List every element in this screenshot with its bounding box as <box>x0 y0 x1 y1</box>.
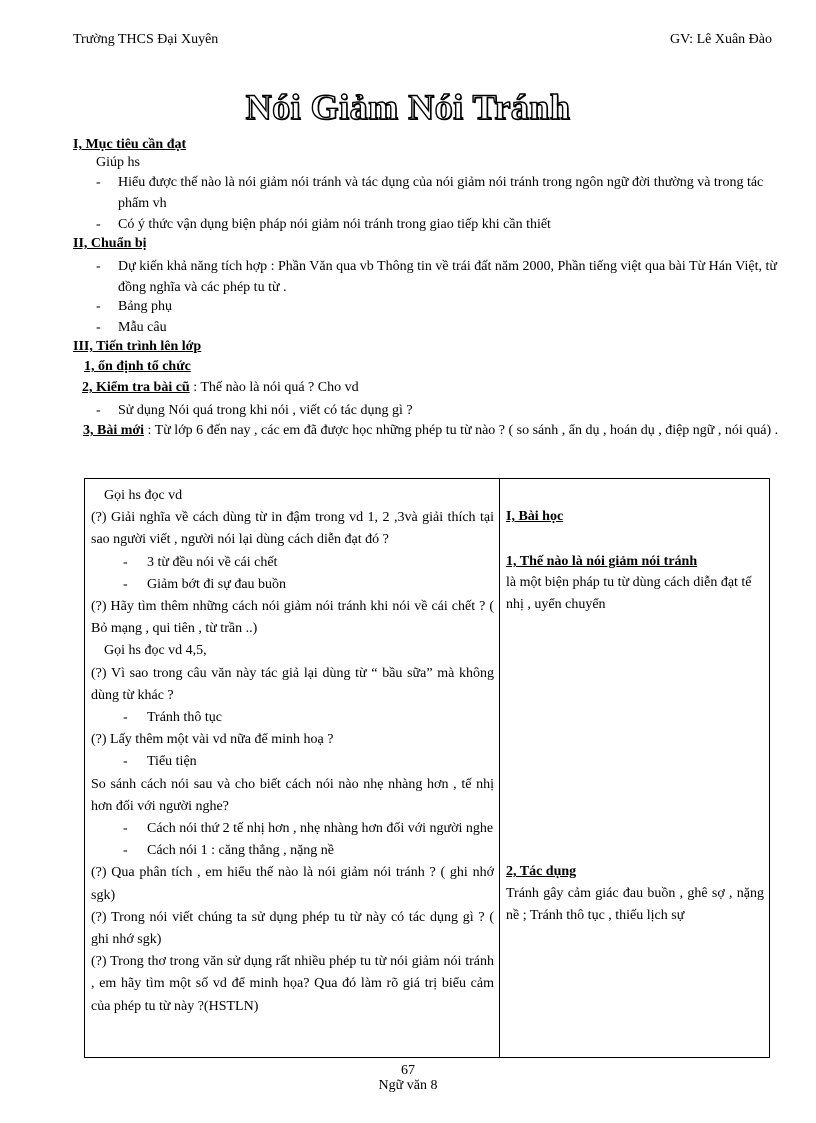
dash-bullet: - <box>123 710 128 726</box>
activity-line <box>91 640 494 662</box>
activity-line <box>91 574 494 596</box>
effect-heading-text: 2, Tác dụng <box>506 864 577 879</box>
activity-text: (?) Trong nói viết chúng ta sử dụng phép tu từ này có tác dụng gì ? ( ghi nhớ sgk) <box>91 909 494 948</box>
step-2 <box>82 378 359 398</box>
dash-bullet: - <box>123 754 128 770</box>
activities-column <box>91 485 494 1018</box>
activity-text: Gọi hs đọc vd 4,5, <box>104 643 207 659</box>
definition-text: là một biện pháp tu từ dùng cách diễn đạt tế nhị , uyển chuyển <box>506 575 752 612</box>
activity-text: Cách nói 1 : căng thẳng , nặng nề <box>147 843 335 859</box>
step-3 <box>73 420 783 441</box>
section-1-bullet: - Có ý thức vận dụng biện pháp nói giảm nói tránh trong giao tiếp khi cần thiết <box>96 214 786 235</box>
activity-text: So sánh cách nói sau và cho biết cách nói nào nhẹ nhàng hơn , tế nhị hơn đối với người nghe? <box>91 776 494 814</box>
bullet-text: Hiểu được thế nào là nói giảm nói tránh và tác dụng của nói giảm nói tránh trong ngôn ngữ đời thường và trong tác phẩm vh <box>118 175 764 211</box>
lesson-table <box>84 478 770 1058</box>
section-1-heading: I, Mục tiêu cần đạt <box>73 137 187 152</box>
activity-text: (?) Trong thơ trong văn sử dụng rất nhiều phép tu từ nói giảm nói tránh , em hãy tìm một số vd để minh họa? Qua đó làm rõ giá trị biểu cảm của phép tu từ này ?(HSTLN) <box>91 954 494 1014</box>
activity-text: Gọi hs đọc vd <box>104 488 183 503</box>
activity-text: 3 từ đều nói về cái chết <box>147 554 278 570</box>
bullet-text: Có ý thức vận dụng biện pháp nói giảm nói tránh trong giao tiếp khi cần thiết <box>118 217 551 232</box>
step-3-text: : Từ lớp 6 đến nay , các em đã được học những phép tu từ nào ? ( so sánh , ẩn dụ , hoán dụ , điệp ngữ , nói quá) . <box>144 423 779 438</box>
section-2-bullet: - Mẫu câu <box>96 317 786 338</box>
section-2-bullet: - Bảng phụ <box>96 296 786 317</box>
bullet-text: Sử dụng Nói quá trong khi nói , viết có tác dụng gì ? <box>118 403 413 418</box>
effect-text: Tránh gây cảm giác đau buồn , ghê sợ , nặng nề ; Tránh thô tục , thiếu lịch sự <box>506 886 764 923</box>
activity-text: (?) Lấy thêm một vài vd nữa để minh hoạ ? <box>91 732 334 748</box>
activity-line <box>91 840 494 862</box>
table-column-divider <box>499 479 500 1057</box>
section-2-bullet: - Dự kiến khả năng tích hợp : Phần Văn qua vb Thông tin về trái đất năm 2000, Phần tiếng việt qua bài Từ Hán Việt, từ đồng nghĩa và các phép tu từ . <box>96 256 786 298</box>
step-1-label: 1, ổn định tổ chức <box>84 359 191 374</box>
definition-heading-text: 1, Thế nào là nói giảm nói tránh <box>506 554 698 569</box>
activity-line <box>91 751 494 773</box>
section-1-intro: Giúp hs <box>96 155 140 170</box>
effect-heading <box>506 861 764 883</box>
activity-text: (?) Giải nghĩa về cách dùng từ in đậm trong vd 1, 2 ,3và giải thích tại sao người viết , người nói lại dùng cách diễn đạt đó ? <box>91 510 494 548</box>
step-2-text: : Thế nào là nói quá ? Cho vd <box>189 380 359 395</box>
activity-text: Tiểu tiện <box>147 754 197 770</box>
bullet-text: Bảng phụ <box>118 299 173 314</box>
bullet-text: Mẫu câu <box>118 320 167 335</box>
activity-line <box>91 663 494 707</box>
step-1 <box>84 357 191 377</box>
section-2-heading: II, Chuẩn bị <box>73 236 147 251</box>
activity-text: (?) Qua phân tích , em hiểu thế nào là nói giảm nói tránh ? ( ghi nhớ sgk) <box>91 865 494 903</box>
dash-bullet: - <box>123 554 128 570</box>
school-name: Trường THCS Đại Xuyên <box>73 32 219 47</box>
activity-line <box>91 707 494 729</box>
activity-line <box>91 485 494 507</box>
activity-text: Giảm bớt đi sự đau buồn <box>147 576 287 592</box>
activity-line <box>91 907 494 951</box>
page-title: Nói Giảm Nói Tránh <box>245 87 571 127</box>
step-2-bullet: - Sử dụng Nói quá trong khi nói , viết có tác dụng gì ? <box>96 400 786 421</box>
page-number: 67 <box>401 1063 415 1078</box>
activity-text: Tránh thô tục <box>147 710 222 726</box>
activity-line <box>91 818 494 840</box>
dash-bullet: - <box>123 821 128 837</box>
activity-text: (?) Vì sao trong câu văn này tác giả lại dùng từ “ bầu sữa” mà không dùng từ khác ? <box>91 665 494 703</box>
bullet-text: Dự kiến khả năng tích hợp : Phần Văn qua vb Thông tin về trái đất năm 2000, Phần tiếng việt qua bài Từ Hán Việt, từ đồng nghĩa và các phép tu từ . <box>118 259 777 295</box>
activity-line <box>91 596 494 640</box>
lesson-heading <box>506 506 764 528</box>
activity-text: (?) Hãy tìm thêm những cách nói giảm nói tránh khi nói về cái chết ? ( Bỏ mạng , qui tiên , từ trần ..) <box>91 599 494 637</box>
activity-line <box>91 507 494 551</box>
activity-line <box>91 951 494 1018</box>
activity-line <box>91 729 494 751</box>
step-3-label: 3, Bài mới <box>83 423 145 438</box>
section-3-heading: III, Tiến trình lên lớp <box>73 339 202 354</box>
activity-line <box>91 774 494 818</box>
subject-name: Ngữ văn 8 <box>378 1078 438 1093</box>
dash-bullet: - <box>123 576 128 592</box>
activity-line <box>91 552 494 574</box>
definition-heading <box>506 551 764 573</box>
section-1-bullet: - Hiểu được thế nào là nói giảm nói tránh và tác dụng của nói giảm nói tránh trong ngôn ngữ đời thường và trong tác phẩm vh <box>96 172 786 214</box>
teacher-name: GV: Lê Xuân Đào <box>670 32 772 47</box>
dash-bullet: - <box>123 843 128 859</box>
activity-text: Cách nói thứ 2 tế nhị hơn , nhẹ nhàng hơn đối với người nghe <box>147 821 494 837</box>
lesson-heading-text: I, Bài học <box>506 509 564 524</box>
step-2-label: 2, Kiểm tra bài cũ <box>82 380 190 395</box>
activity-line <box>91 862 494 906</box>
